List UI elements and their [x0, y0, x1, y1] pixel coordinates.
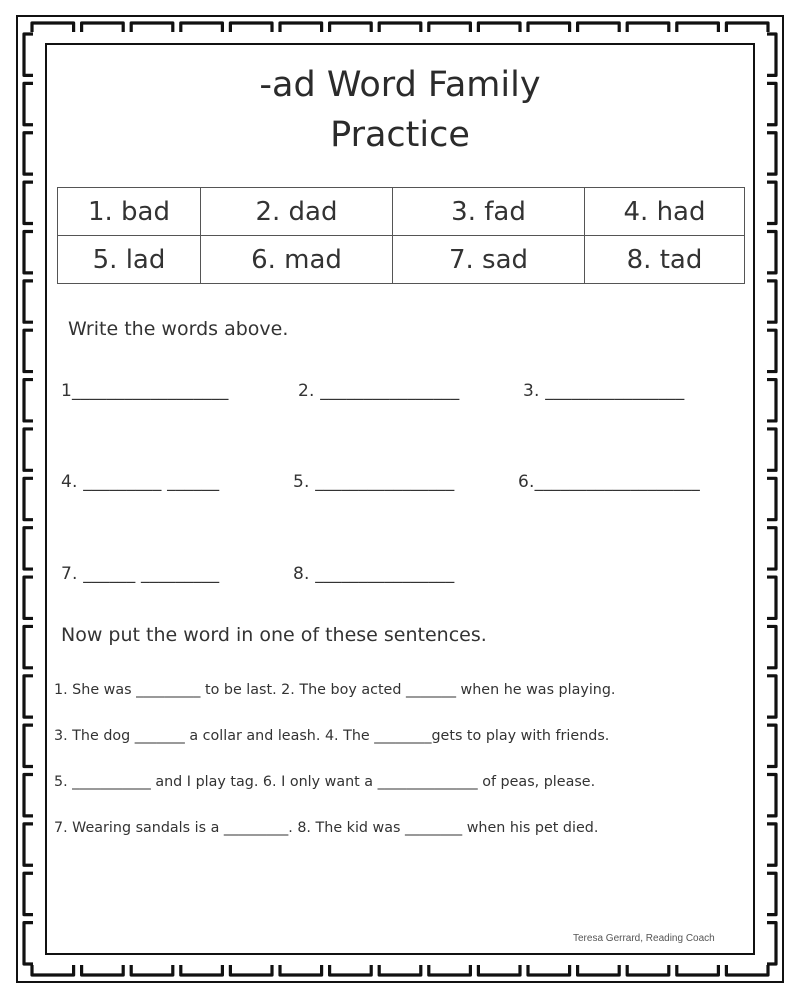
write-instruction: Write the words above. — [68, 318, 289, 340]
word-cell: 7. sad — [393, 236, 585, 284]
border-top-bracket — [677, 23, 719, 32]
border-right-bracket — [767, 330, 776, 371]
border-top-bracket — [478, 23, 520, 32]
sentence-line-1: 1. She was _________ to be last. 2. The boy acted _______ when he was playing. — [54, 682, 616, 698]
border-left-bracket — [24, 182, 33, 223]
border-left-bracket — [24, 231, 33, 272]
border-top-bracket — [181, 23, 223, 32]
border-left-bracket — [24, 725, 33, 766]
border-top-bracket — [726, 23, 768, 32]
worksheet-title-line-2: Practice — [330, 115, 470, 155]
word-list-table — [57, 187, 745, 284]
author-credit: Teresa Gerrard, Reading Coach — [573, 933, 715, 944]
sentence-instruction: Now put the word in one of these sentences. — [61, 624, 487, 646]
border-bottom-bracket — [32, 965, 74, 975]
border-left-bracket — [24, 429, 33, 470]
border-left-bracket — [24, 923, 33, 964]
border-left-bracket — [24, 380, 33, 421]
border-bottom-bracket — [82, 965, 124, 975]
border-left-bracket — [24, 626, 33, 667]
border-left-bracket — [24, 775, 33, 816]
border-left-bracket — [24, 528, 33, 569]
border-bottom-bracket — [528, 965, 570, 975]
border-bottom-bracket — [578, 965, 620, 975]
answer-line-3: 3. ________________ — [523, 381, 685, 401]
border-top-bracket — [280, 23, 322, 32]
border-left-bracket — [24, 330, 33, 371]
answer-line-8: 8. ________________ — [293, 564, 455, 584]
border-right-bracket — [767, 429, 776, 470]
border-bottom-bracket — [726, 965, 768, 975]
border-top-bracket — [379, 23, 421, 32]
sentence-line-3: 5. ___________ and I play tag. 6. I only want a ______________ of peas, please. — [54, 774, 596, 790]
border-top-bracket — [578, 23, 620, 32]
border-right-bracket — [767, 231, 776, 272]
border-left-bracket — [24, 478, 33, 519]
border-right-bracket — [767, 626, 776, 667]
border-right-bracket — [767, 775, 776, 816]
word-cell: 5. lad — [58, 236, 201, 284]
border-top-bracket — [429, 23, 471, 32]
worksheet-title-line-1: -ad Word Family — [259, 65, 541, 105]
answer-line-4: 4. _________ ______ — [61, 472, 220, 492]
border-right-bracket — [767, 281, 776, 322]
border-bottom-bracket — [478, 965, 520, 975]
answer-line-6: 6.___________________ — [518, 472, 700, 492]
border-bottom-bracket — [627, 965, 669, 975]
border-right-bracket — [767, 182, 776, 223]
border-bottom-bracket — [330, 965, 372, 975]
border-right-bracket — [767, 380, 776, 421]
word-cell: 4. had — [585, 188, 745, 236]
border-bottom-bracket — [131, 965, 173, 975]
answer-line-1: 1__________________ — [61, 381, 229, 401]
border-bottom-bracket — [181, 965, 223, 975]
border-bottom-bracket — [677, 965, 719, 975]
border-top-bracket — [627, 23, 669, 32]
border-left-bracket — [24, 281, 33, 322]
border-left-bracket — [24, 873, 33, 914]
table-row — [58, 188, 745, 236]
border-right-bracket — [767, 478, 776, 519]
word-cell: 3. fad — [393, 188, 585, 236]
sentence-line-2: 3. The dog _______ a collar and leash. 4. The ________gets to play with friends. — [54, 728, 610, 744]
answer-line-5: 5. ________________ — [293, 472, 455, 492]
table-row — [58, 236, 745, 284]
border-right-bracket — [767, 824, 776, 865]
border-left-bracket — [24, 824, 33, 865]
border-inner-frame — [46, 44, 754, 954]
border-right-bracket — [767, 577, 776, 618]
border-right-bracket — [767, 873, 776, 914]
word-cell: 8. tad — [585, 236, 745, 284]
border-right-bracket — [767, 923, 776, 964]
border-bottom-bracket — [379, 965, 421, 975]
border-top-bracket — [330, 23, 372, 32]
answer-line-2: 2. ________________ — [298, 381, 460, 401]
answer-line-7: 7. ______ _________ — [61, 564, 220, 584]
sentence-line-4: 7. Wearing sandals is a _________. 8. The kid was ________ when his pet died. — [54, 820, 599, 836]
word-cell: 6. mad — [201, 236, 393, 284]
border-outer-frame — [17, 16, 783, 982]
border-right-bracket — [767, 676, 776, 717]
border-left-bracket — [24, 676, 33, 717]
border-bottom-bracket — [280, 965, 322, 975]
word-cell: 1. bad — [58, 188, 201, 236]
border-bottom-bracket — [230, 965, 272, 975]
border-right-bracket — [767, 528, 776, 569]
border-top-bracket — [82, 23, 124, 32]
border-top-bracket — [32, 23, 74, 32]
border-top-bracket — [230, 23, 272, 32]
word-cell: 2. dad — [201, 188, 393, 236]
border-left-bracket — [24, 577, 33, 618]
border-top-bracket — [131, 23, 173, 32]
border-bottom-bracket — [429, 965, 471, 975]
border-right-bracket — [767, 725, 776, 766]
border-top-bracket — [528, 23, 570, 32]
